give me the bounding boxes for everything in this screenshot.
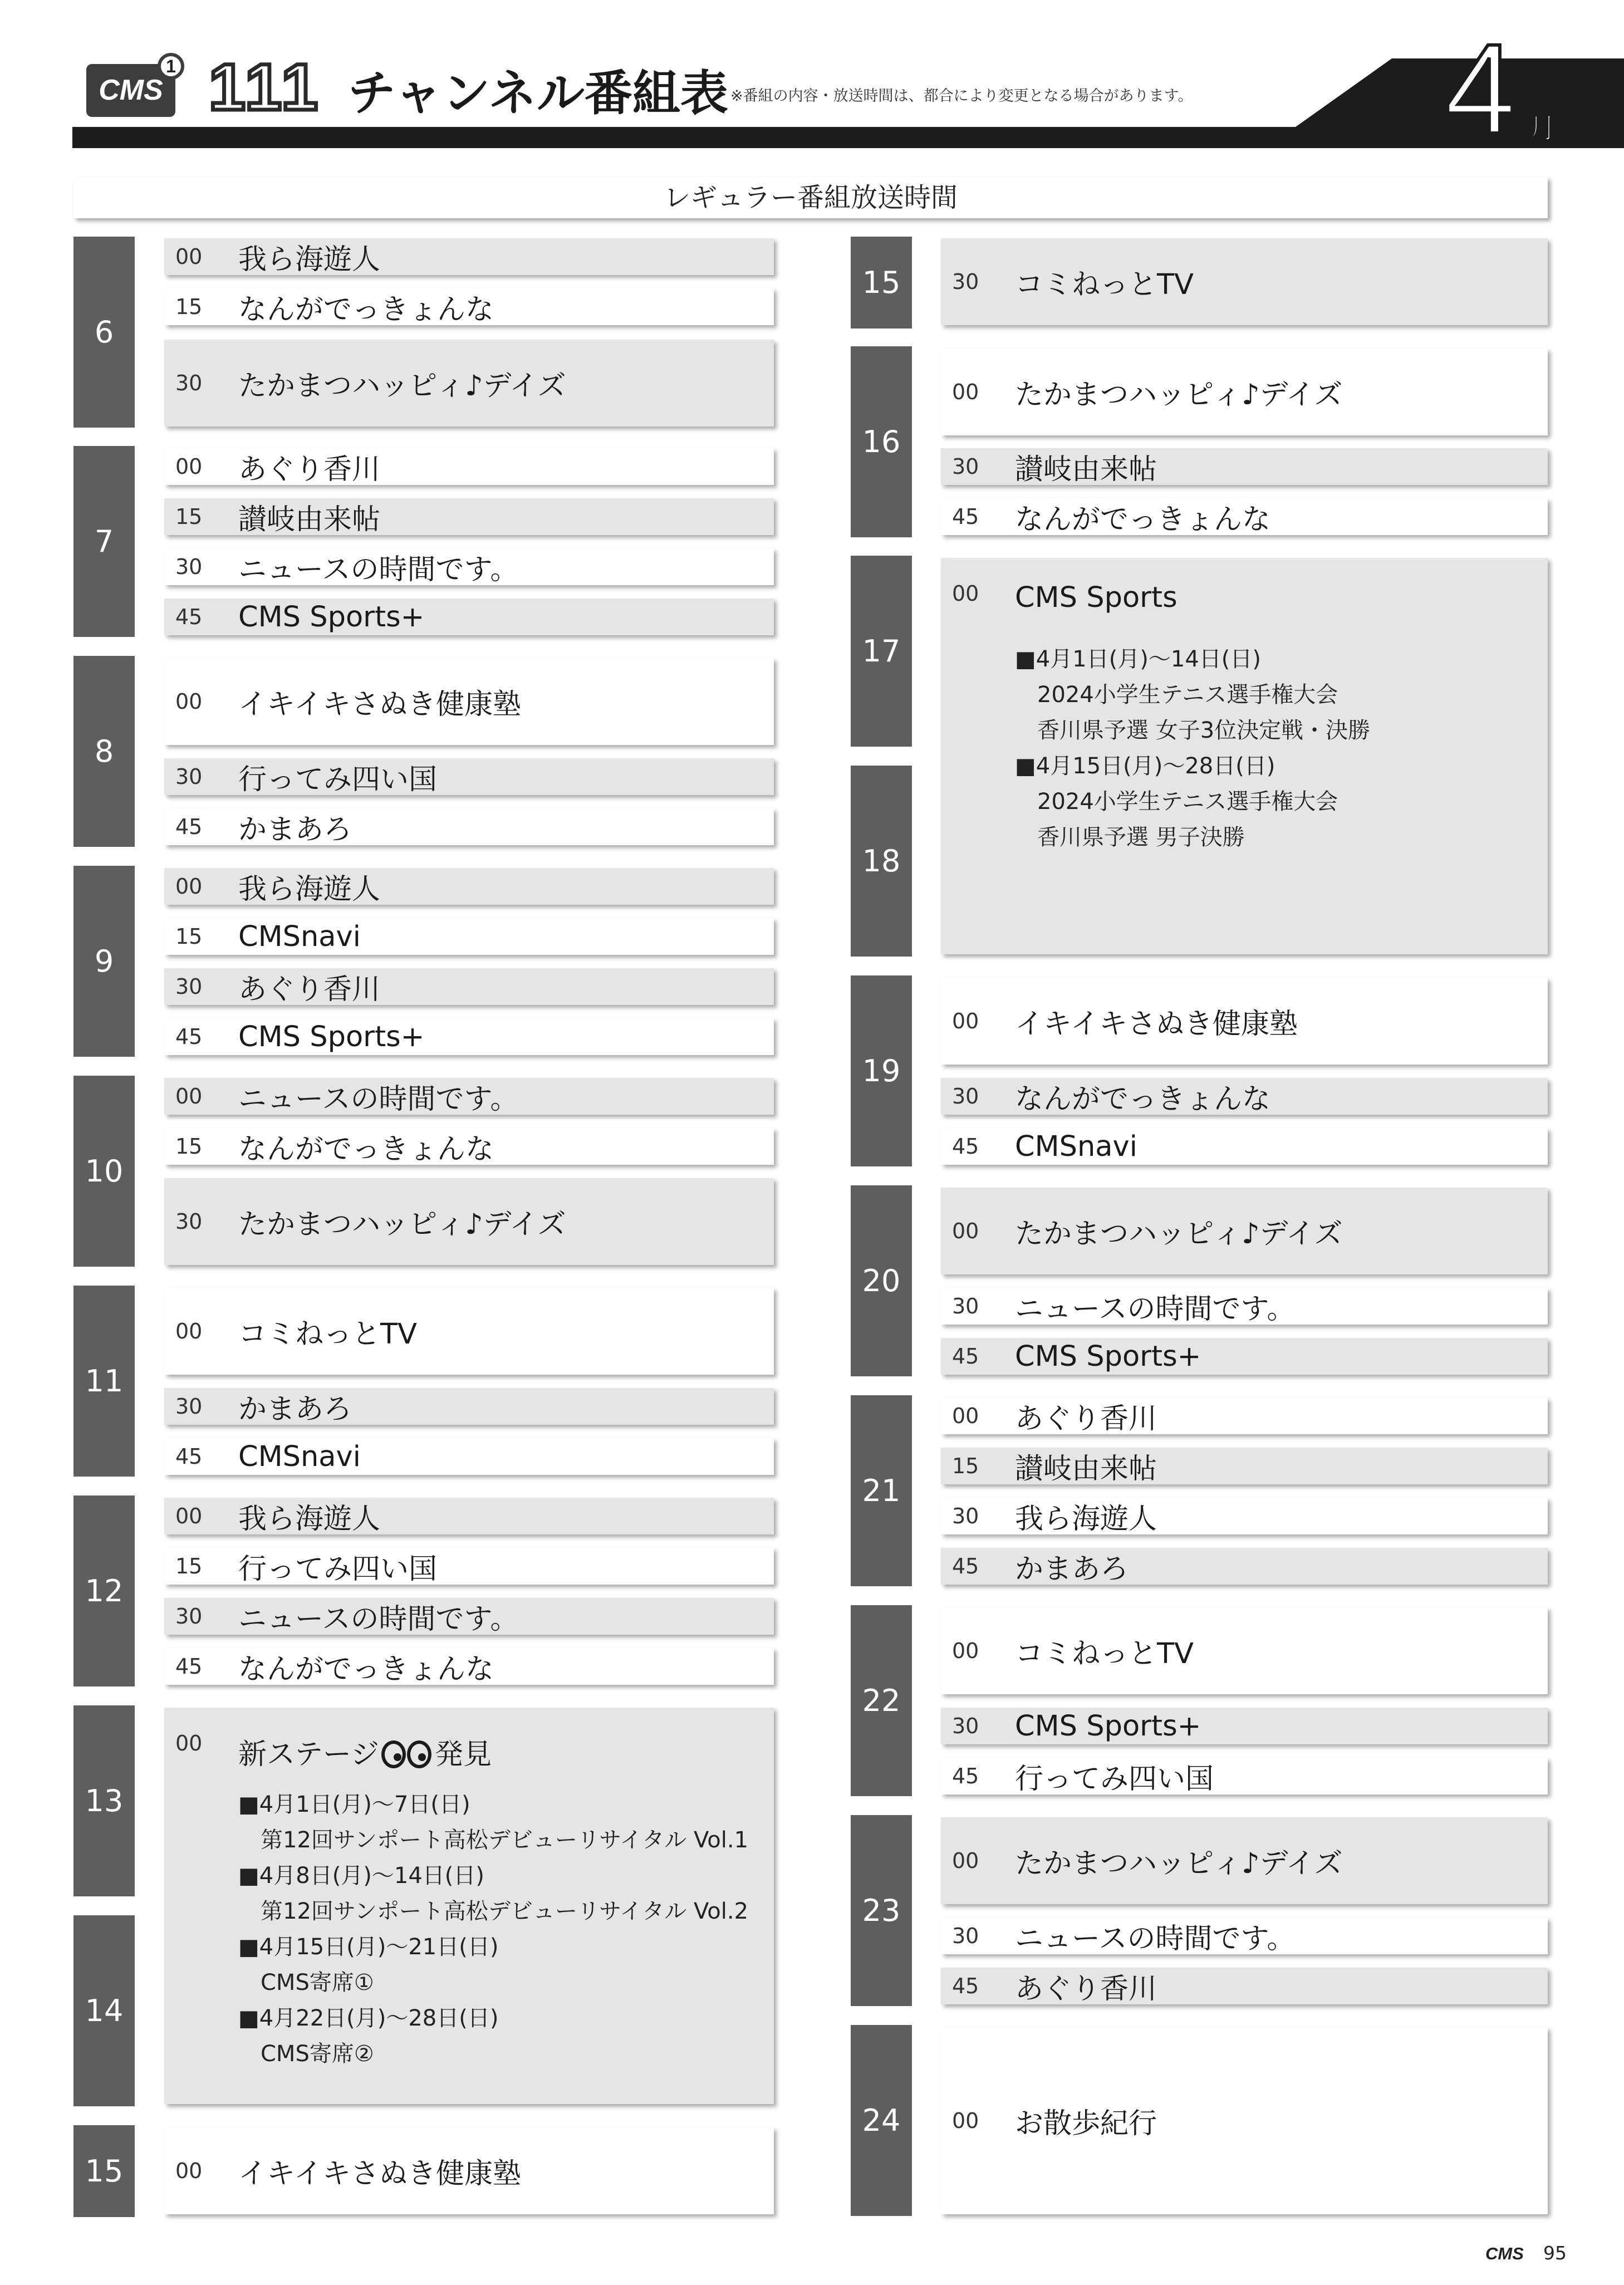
program-title: 行ってみ四い国	[1015, 1763, 1214, 1796]
program-row	[941, 1548, 1548, 1585]
program-title: ニュースの時間です。	[1015, 1923, 1296, 1955]
program-row	[941, 1708, 1548, 1744]
program-title: 我ら海遊人	[238, 1503, 381, 1536]
program-row	[941, 1128, 1548, 1165]
program-row	[164, 1648, 774, 1685]
program-row	[941, 238, 1548, 325]
hour-label: 7	[94, 524, 114, 559]
program-minute: 15	[175, 295, 203, 319]
program-minute: 00	[952, 581, 979, 606]
program-row	[164, 1128, 774, 1165]
program-title: かまあろ	[1015, 1553, 1129, 1586]
hour-block	[851, 1395, 912, 1586]
program-title: 讃岐由来帖	[1015, 1453, 1157, 1485]
detail-period: ■4月1日(月)～7日(日)	[238, 1792, 470, 1817]
program-minute: 00	[175, 1319, 203, 1343]
program-title: なんがでっきょんな	[238, 1133, 494, 1166]
program-row	[941, 1968, 1548, 2004]
hour-label: 8	[94, 734, 114, 769]
section-title: レギュラー番組放送時間	[73, 177, 1548, 218]
program-minute: 30	[952, 1714, 979, 1738]
program-minute: 00	[952, 1848, 979, 1873]
program-minute: 00	[952, 1219, 979, 1243]
program-row	[164, 1288, 774, 1375]
program-title: たかまつハッピィ♪デイズ	[238, 1208, 566, 1241]
program-title: コミねっとTV	[1015, 268, 1194, 301]
hour-block	[851, 1185, 912, 1376]
program-minute: 30	[952, 1294, 979, 1318]
program-title: CMSnavi	[1015, 1130, 1137, 1163]
program-minute: 30	[175, 1604, 203, 1629]
program-title-part: 発見	[434, 1738, 492, 1771]
program-minute: 30	[175, 1209, 203, 1234]
program-details	[1015, 641, 1370, 855]
program-title: なんがでっきょんな	[1015, 1083, 1271, 1116]
program-title: かまあろ	[238, 1393, 352, 1426]
program-title: たかまつハッピィ♪デイズ	[1015, 1847, 1343, 1880]
program-minute: 15	[952, 1454, 979, 1478]
program-minute: 00	[175, 1084, 203, 1109]
program-row	[941, 349, 1548, 435]
program-minute: 00	[952, 2109, 979, 2133]
program-row	[164, 548, 774, 585]
program-row	[941, 1607, 1548, 1694]
program-title: 讃岐由来帖	[238, 503, 381, 536]
detail-item: CMS寄席①	[261, 1970, 374, 1995]
program-title: イキイキさぬき健康塾	[238, 688, 521, 721]
detail-period: ■4月15日(月)～28日(日)	[1015, 753, 1275, 779]
header-note: ※番組の内容・放送時間は、都合により変更となる場合があります。	[730, 87, 1193, 105]
detail-period: ■4月15日(月)～21日(日)	[238, 1934, 499, 1960]
program-row	[164, 340, 774, 426]
program-title: ニュースの時間です。	[238, 1083, 519, 1116]
program-row	[164, 448, 774, 485]
program-minute: 00	[175, 454, 203, 479]
program-details	[238, 1787, 748, 2072]
program-row	[941, 1448, 1548, 1484]
hour-block	[73, 446, 135, 637]
program-row-detail	[164, 1708, 774, 2104]
hour-block	[851, 556, 912, 747]
detail-period: ■4月8日(月)～14日(日)	[238, 1863, 485, 1889]
hour-label: 20	[862, 1263, 901, 1298]
footer-brand: CMS	[1485, 2244, 1524, 2263]
program-row	[941, 1758, 1548, 1794]
program-row	[941, 1398, 1548, 1434]
hour-block	[73, 1705, 135, 1896]
program-minute: 45	[175, 605, 203, 629]
program-row	[164, 968, 774, 1005]
program-row	[164, 658, 774, 745]
program-title: なんがでっきょんな	[238, 1653, 494, 1686]
program-minute: 00	[175, 244, 203, 269]
hour-block	[73, 1495, 135, 1686]
program-row	[164, 2127, 774, 2214]
program-row-detail	[941, 558, 1548, 954]
program-title: あぐり香川	[1015, 1973, 1157, 2005]
program-title: 我ら海遊人	[238, 873, 381, 906]
header-bar	[72, 127, 1624, 148]
hour-label: 12	[85, 1573, 124, 1609]
program-row	[164, 1438, 774, 1475]
detail-period: ■4月1日(月)～14日(日)	[1015, 646, 1262, 672]
program-title: あぐり香川	[238, 453, 381, 486]
program-row	[164, 1388, 774, 1425]
hour-label: 9	[94, 944, 114, 979]
hour-label: 18	[862, 844, 901, 879]
month-number: 4	[1445, 17, 1516, 160]
program-title: かまあろ	[238, 813, 352, 846]
program-minute: 45	[175, 1024, 203, 1049]
detail-item: 香川県予選 男子決勝	[1037, 825, 1245, 850]
program-row	[941, 1498, 1548, 1534]
program-title: たかまつハッピィ♪デイズ	[1015, 1218, 1343, 1251]
program-row	[941, 1338, 1548, 1375]
detail-item: 2024小学生テニス選手権大会	[1037, 682, 1338, 708]
cms-logo	[86, 53, 184, 117]
program-minute: 30	[952, 1084, 979, 1109]
program-minute: 15	[175, 924, 203, 949]
program-minute: 00	[952, 1009, 979, 1033]
program-title: 讃岐由来帖	[1015, 453, 1157, 486]
program-title: イキイキさぬき健康塾	[238, 2157, 521, 2190]
program-row	[164, 599, 774, 635]
program-title: コミねっとTV	[238, 1318, 418, 1351]
month-unit: 月	[1528, 112, 1556, 144]
program-row	[164, 758, 774, 795]
hour-label: 23	[862, 1893, 901, 1928]
program-title: CMS Sports+	[1015, 1709, 1201, 1743]
program-title: イキイキさぬき健康塾	[1015, 1008, 1298, 1041]
hour-block	[851, 1605, 912, 1796]
program-minute: 45	[952, 1134, 979, 1159]
program-title: CMSnavi	[238, 920, 361, 953]
program-title: なんがでっきょんな	[238, 293, 494, 326]
program-title: CMS Sports+	[1015, 1340, 1201, 1373]
logo-badge: 1	[158, 53, 184, 80]
program-minute: 30	[952, 1924, 979, 1948]
program-row	[164, 1498, 774, 1534]
detail-period: ■4月22日(月)～28日(日)	[238, 2005, 499, 2031]
program-title: 我ら海遊人	[238, 243, 381, 276]
program-title: あぐり香川	[1015, 1403, 1157, 1435]
program-title: なんがでっきょんな	[1015, 503, 1271, 536]
detail-item: 2024小学生テニス選手権大会	[1037, 789, 1338, 815]
program-minute: 45	[175, 1654, 203, 1679]
program-minute: 45	[175, 815, 203, 839]
channel-number: 111	[209, 51, 321, 124]
page-number: 95	[1543, 2242, 1567, 2264]
month-label	[1445, 17, 1612, 160]
detail-item: 第12回サンポート高松デビューリサイタル Vol.2	[261, 1899, 749, 1924]
program-row	[941, 1188, 1548, 1274]
logo-text: CMS	[99, 74, 163, 106]
program-title: ニュースの時間です。	[238, 1603, 519, 1636]
program-row	[164, 918, 774, 955]
program-title: たかまつハッピィ♪デイズ	[1015, 379, 1343, 411]
program-row	[164, 1078, 774, 1115]
program-title: CMS Sports+	[238, 1020, 425, 1053]
program-row	[941, 1918, 1548, 1954]
hour-label: 13	[85, 1783, 124, 1818]
program-minute: 15	[175, 1134, 203, 1159]
program-row	[941, 498, 1548, 535]
program-title: ニュースの時間です。	[1015, 1293, 1296, 1326]
hour-block	[851, 766, 912, 957]
program-minute: 15	[175, 1554, 203, 1578]
program-minute: 00	[175, 1731, 203, 1756]
program-title: ニュースの時間です。	[238, 553, 519, 586]
program-row	[941, 978, 1548, 1065]
program-minute: 15	[175, 504, 203, 529]
program-minute: 00	[175, 2159, 203, 2183]
program-title: CMS Sports+	[238, 600, 425, 634]
program-title-part: 新ステージ	[238, 1738, 379, 1771]
program-row	[941, 1078, 1548, 1115]
hour-label: 16	[862, 424, 901, 459]
program-row	[164, 238, 774, 275]
hour-block	[851, 1815, 912, 2006]
page-title: チャンネル番組表	[348, 66, 728, 121]
program-minute: 30	[175, 764, 203, 789]
hour-block	[73, 2125, 135, 2217]
program-row	[164, 1018, 774, 1055]
hour-block	[73, 237, 135, 428]
program-row	[164, 808, 774, 845]
hour-label: 24	[862, 2103, 901, 2138]
hour-label: 10	[85, 1154, 124, 1189]
hour-block	[851, 975, 912, 1166]
program-row	[941, 2027, 1548, 2214]
hour-label: 14	[85, 1993, 124, 2028]
program-title: あぐり香川	[238, 973, 381, 1006]
program-minute: 00	[175, 874, 203, 899]
program-row	[164, 288, 774, 325]
hour-block	[73, 1915, 135, 2106]
program-minute: 45	[952, 504, 979, 529]
program-minute: 30	[952, 269, 979, 294]
program-row	[164, 1548, 774, 1585]
program-minute: 30	[952, 454, 979, 479]
program-minute: 45	[952, 1974, 979, 1998]
detail-item: CMS寄席②	[261, 2041, 374, 2067]
program-minute: 45	[175, 1444, 203, 1469]
program-row	[941, 448, 1548, 485]
program-minute: 45	[952, 1554, 979, 1578]
program-minute: 30	[175, 555, 203, 579]
program-minute: 45	[952, 1764, 979, 1788]
program-row	[941, 1288, 1548, 1325]
hour-label: 15	[862, 265, 901, 300]
program-minute: 00	[952, 1639, 979, 1663]
program-row	[164, 1598, 774, 1635]
program-title: コミねっとTV	[1015, 1637, 1194, 1670]
hour-label: 6	[94, 315, 114, 350]
program-title	[238, 1731, 492, 1772]
hour-label: 21	[862, 1473, 901, 1508]
hour-label: 15	[85, 2154, 124, 2189]
program-minute: 30	[175, 974, 203, 999]
program-minute: 45	[952, 1344, 979, 1369]
program-row	[164, 1178, 774, 1265]
program-title: CMSnavi	[238, 1440, 361, 1473]
program-minute: 30	[952, 1504, 979, 1528]
hour-block	[73, 1286, 135, 1477]
hour-label: 11	[85, 1364, 124, 1399]
program-minute: 00	[175, 689, 203, 714]
program-title: 行ってみ四い国	[238, 1553, 438, 1586]
program-title: お散歩紀行	[1015, 2107, 1157, 2140]
program-title: 我ら海遊人	[1015, 1503, 1157, 1536]
program-minute: 00	[952, 1404, 979, 1428]
program-minute: 30	[175, 1394, 203, 1419]
program-title: 行ってみ四い国	[238, 763, 438, 796]
program-row	[164, 868, 774, 905]
hour-block	[73, 1076, 135, 1267]
program-minute: 00	[952, 380, 979, 404]
program-row	[164, 498, 774, 535]
program-minute: 00	[175, 1504, 203, 1528]
hour-label: 22	[862, 1683, 901, 1718]
detail-item: 第12回サンポート高松デビューリサイタル Vol.1	[261, 1827, 749, 1853]
eyes-icon	[381, 1740, 433, 1768]
program-title: CMS Sports	[1015, 581, 1177, 614]
hour-label: 17	[862, 634, 901, 669]
hour-block	[851, 2025, 912, 2216]
detail-item: 香川県予選 女子3位決定戦・決勝	[1037, 718, 1371, 743]
program-title: たかまつハッピィ♪デイズ	[238, 370, 566, 403]
hour-block	[851, 346, 912, 537]
hour-block	[851, 237, 912, 328]
program-row	[941, 1817, 1548, 1904]
program-minute: 30	[175, 371, 203, 395]
hour-label: 19	[862, 1053, 901, 1088]
hour-block	[73, 656, 135, 847]
hour-block	[73, 866, 135, 1057]
